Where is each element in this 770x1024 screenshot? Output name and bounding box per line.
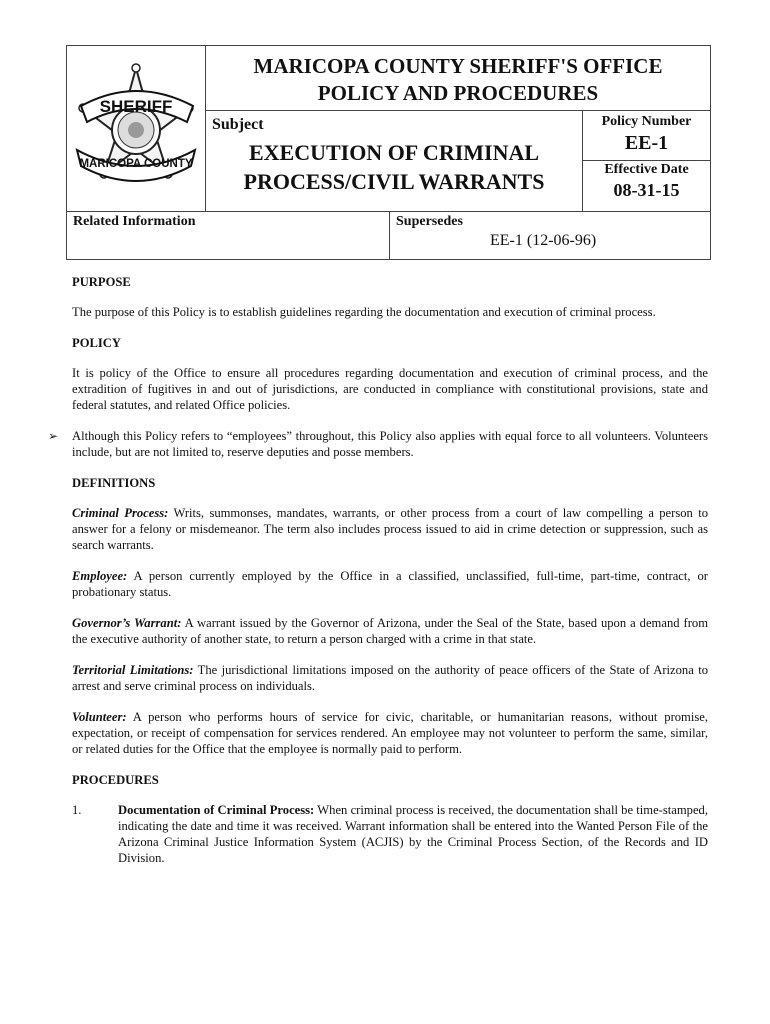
sheriff-star-badge-icon (67, 46, 206, 211)
definition-text: A warrant issued by the Governor of Arizona, under the Seal of the State, based upon a demand from the executive authority of another state, to return a person charged with a crime in that state. (72, 616, 708, 646)
subject-cell (206, 111, 583, 211)
definition-text: Writs, summonses, mandates, warrants, or other process from a court of law compelling a person to answer for a felony or misdemeanor. The term also includes process issued to aid in crime detection or suppression, such as search warrants. (72, 506, 708, 552)
related-information-label: Related Information (73, 214, 196, 229)
definition-text: The jurisdictional limitations imposed on the authority of peace officers of the State of Arizona to arrest and serve criminal process on individuals. (72, 663, 708, 693)
procedures-heading: PROCEDURES (72, 773, 159, 787)
procedure-text: When criminal process is received, the documentation shall be time-stamped, indicating the date and time it was received. Warrant information shall be entered into the Wanted Person File of the Arizona Criminal Justice Information System (ACJIS) by the Criminal Process Section, of the Records and ID Division. (118, 803, 708, 865)
effective-date-value: 08-31-15 (613, 180, 680, 200)
related-supersedes-row (67, 211, 710, 259)
policy-header-table (66, 45, 711, 260)
subject-label: Subject (212, 116, 264, 133)
badge-banner-top-text: SHERIFF (99, 97, 173, 116)
definition-term: Volunteer: (72, 710, 127, 724)
arrow-bullet-icon: ➢ (48, 429, 59, 443)
definition-item (72, 568, 708, 600)
effective-date-label: Effective Date (604, 162, 689, 177)
supersedes-value: EE-1 (12-06-96) (490, 232, 597, 249)
org-title-line1: MARICOPA COUNTY SHERIFF'S OFFICE (253, 54, 663, 78)
policy-body (48, 274, 708, 881)
logo-cell (67, 46, 206, 211)
purpose-text: The purpose of this Policy is to establish guidelines regarding the documentation and execution of criminal process. (72, 305, 656, 319)
org-title (206, 46, 710, 111)
definition-term: Governor’s Warrant: (72, 616, 182, 630)
procedure-title: Documentation of Criminal Process: (118, 803, 315, 817)
procedure-number: 1. (72, 803, 82, 817)
definition-item (72, 662, 708, 694)
subject-title-line2: PROCESS/CIVIL WARRANTS (243, 169, 545, 194)
policy-number-label: Policy Number (601, 114, 692, 129)
definition-item (72, 505, 708, 553)
supersedes-cell (389, 212, 710, 260)
volunteer-bullet (48, 428, 708, 460)
definition-term: Territorial Limitations: (72, 663, 194, 677)
supersedes-label: Supersedes (396, 214, 463, 229)
policy-number-cell (583, 111, 710, 161)
definition-text: A person who performs hours of service for civic, charitable, or humanitarian reasons, without promise, expectation, or receipt of compensation for services rendered. An employee may not volunteer to perform the same, similar, or related duties for the Office that the employee is normally paid to perform. (72, 710, 708, 756)
definition-text: A person currently employed by the Office in a classified, unclassified, full-time, part-time, contract, or probationary status. (72, 569, 708, 599)
org-title-line2: POLICY AND PROCEDURES (317, 81, 599, 105)
purpose-heading: PURPOSE (72, 275, 131, 289)
procedure-item (72, 802, 708, 866)
definition-item (72, 709, 708, 757)
definition-term: Criminal Process: (72, 506, 169, 520)
definitions-heading: DEFINITIONS (72, 476, 156, 490)
policy-heading: POLICY (72, 336, 121, 350)
badge-banner-bottom-text: MARICOPA COUNTY (79, 158, 193, 170)
subject-title-line1: EXECUTION OF CRIMINAL (248, 140, 540, 165)
bullet-text: Although this Policy refers to “employees” throughout, this Policy also applies with equal force to all volunteers. Volunteers include, but are not limited to, reserve deputies and posse members. (72, 429, 708, 459)
effective-date-cell (583, 161, 710, 211)
subject-title (206, 138, 582, 196)
policy-text: It is policy of the Office to ensure all procedures regarding documentation and execution of criminal process, and the extradition of fugitives in and out of jurisdictions, are conducted in compliance with constitutional provisions, state and federal statutes, and related Office policies. (72, 366, 708, 412)
policy-number-value: EE-1 (624, 132, 669, 154)
definition-item (72, 615, 708, 647)
definition-term: Employee: (72, 569, 128, 583)
